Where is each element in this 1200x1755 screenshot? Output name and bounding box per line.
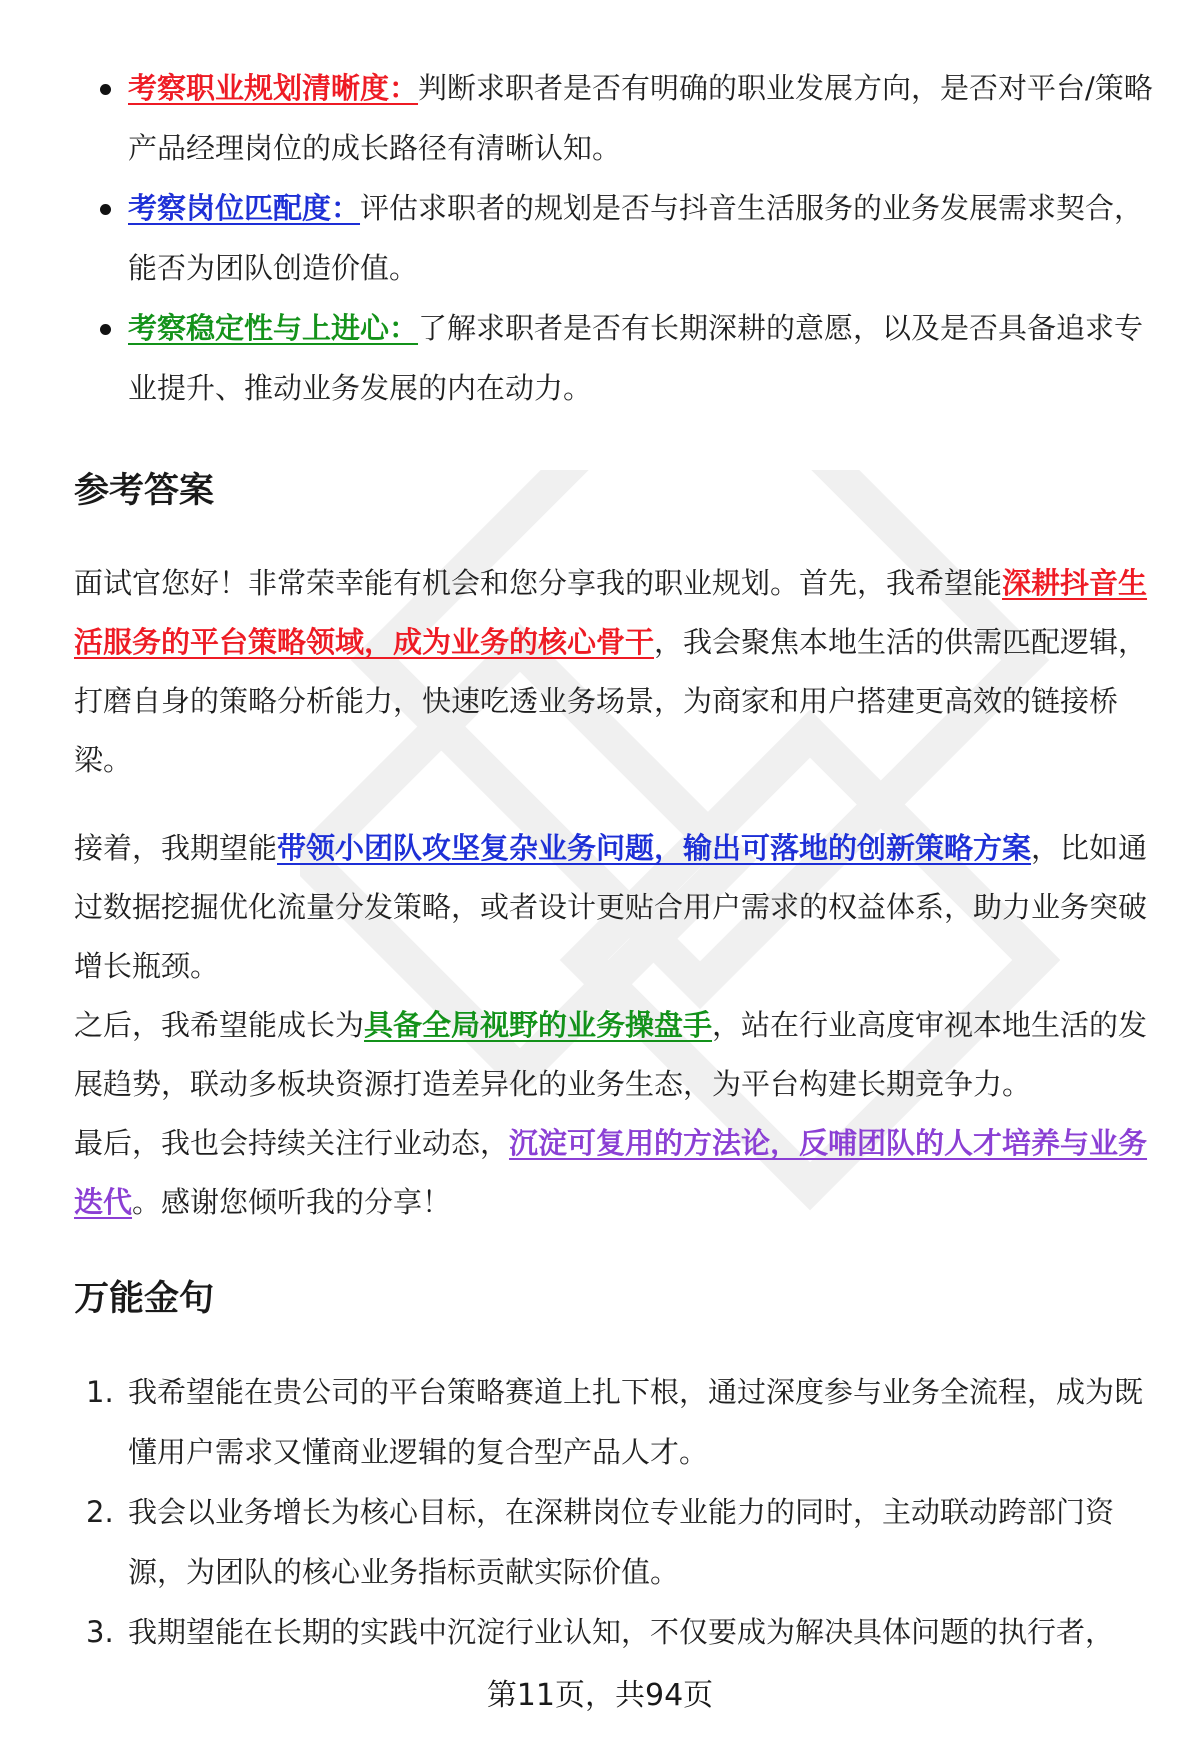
list-number: 1. bbox=[86, 1375, 114, 1409]
highlight-text: 具备全局视野的业务操盘手 bbox=[364, 1008, 713, 1042]
bullet-dot-icon bbox=[100, 204, 111, 215]
golden-list bbox=[74, 1362, 1154, 1662]
paragraph-text: 。感谢您倾听我的分享！ bbox=[132, 1185, 452, 1219]
list-item bbox=[74, 1362, 1154, 1482]
answer-heading: 参考答案 bbox=[74, 471, 215, 511]
paragraph-text: ，比如通过数据挖掘优化流量分发策略，或者设计更贴合用户需求的权益体系，助力业务突破增长瓶颈。 bbox=[74, 831, 1148, 983]
list-text: 我会以业务增长为核心目标，在深耕岗位专业能力的同时，主动联动跨部门资源，为团队的核心业务指标贡献实际价值。 bbox=[128, 1495, 1115, 1589]
highlight-text: 带领小团队攻坚复杂业务问题，输出可落地的创新策略方案 bbox=[277, 831, 1032, 865]
golden-heading: 万能金句 bbox=[74, 1279, 215, 1319]
evaluation-bullets bbox=[74, 58, 1154, 418]
paragraph-text: 接着，我期望能 bbox=[74, 831, 278, 865]
bullet-dot-icon bbox=[100, 84, 111, 95]
highlight-text: 深耕抖音生活服务的平台策略领域，成为业务的核心骨干 bbox=[74, 566, 1148, 659]
bullet-label: 考察岗位匹配度： bbox=[128, 191, 361, 225]
list-text: 我希望能在贵公司的平台策略赛道上扎下根，通过深度参与业务全流程，成为既懂用户需求又懂商业逻辑的复合型产品人才。 bbox=[128, 1375, 1144, 1469]
list-number: 3. bbox=[86, 1615, 114, 1649]
answer-paragraph-4 bbox=[74, 1114, 1154, 1232]
bullet-item bbox=[74, 58, 1154, 178]
highlight-text: 沉淀可复用的方法论，反哺团队的人才培养与业务迭代 bbox=[74, 1126, 1148, 1219]
bullet-dot-icon bbox=[100, 324, 111, 335]
answer-paragraph-2 bbox=[74, 819, 1154, 996]
answer-paragraph-3 bbox=[74, 996, 1154, 1114]
bullet-label: 考察职业规划清晰度： bbox=[128, 71, 419, 105]
list-number: 2. bbox=[86, 1495, 114, 1529]
bullet-item bbox=[74, 178, 1154, 298]
list-item bbox=[74, 1602, 1154, 1662]
bullet-text: 评估求职者的规划是否与抖音生活服务的业务发展需求契合，能否为团队创造价值。 bbox=[128, 191, 1144, 285]
list-text: 我期望能在长期的实践中沉淀行业认知，不仅要成为解决具体问题的执行者， bbox=[128, 1615, 1115, 1649]
page-footer: 第11页，共94页 bbox=[486, 1678, 714, 1713]
content bbox=[74, 58, 1154, 1662]
paragraph-text: 面试官您好！非常荣幸能有机会和您分享我的职业规划。首先，我希望能 bbox=[74, 566, 1003, 600]
answer-paragraph-1 bbox=[74, 554, 1154, 790]
paragraph-text: 之后，我希望能成长为 bbox=[74, 1008, 365, 1042]
paragraph-text: ，我会聚焦本地生活的供需匹配逻辑，打磨自身的策略分析能力，快速吃透业务场景，为商家和用户搭建更高效的链接桥梁。 bbox=[74, 625, 1148, 777]
paragraph-text: 最后，我也会持续关注行业动态， bbox=[74, 1126, 510, 1160]
bullet-label: 考察稳定性与上进心： bbox=[128, 311, 419, 345]
paragraph-text: ，站在行业高度审视本地生活的发展趋势，联动多板块资源打造差异化的业务生态，为平台构建长期竞争力。 bbox=[74, 1008, 1148, 1101]
list-item bbox=[74, 1482, 1154, 1602]
bullet-text: 判断求职者是否有明确的职业发展方向，是否对平台/策略产品经理岗位的成长路径有清晰认知。 bbox=[128, 71, 1153, 165]
bullet-item bbox=[74, 298, 1154, 418]
bullet-text: 了解求职者是否有长期深耕的意愿，以及是否具备追求专业提升、推动业务发展的内在动力。 bbox=[128, 311, 1144, 405]
